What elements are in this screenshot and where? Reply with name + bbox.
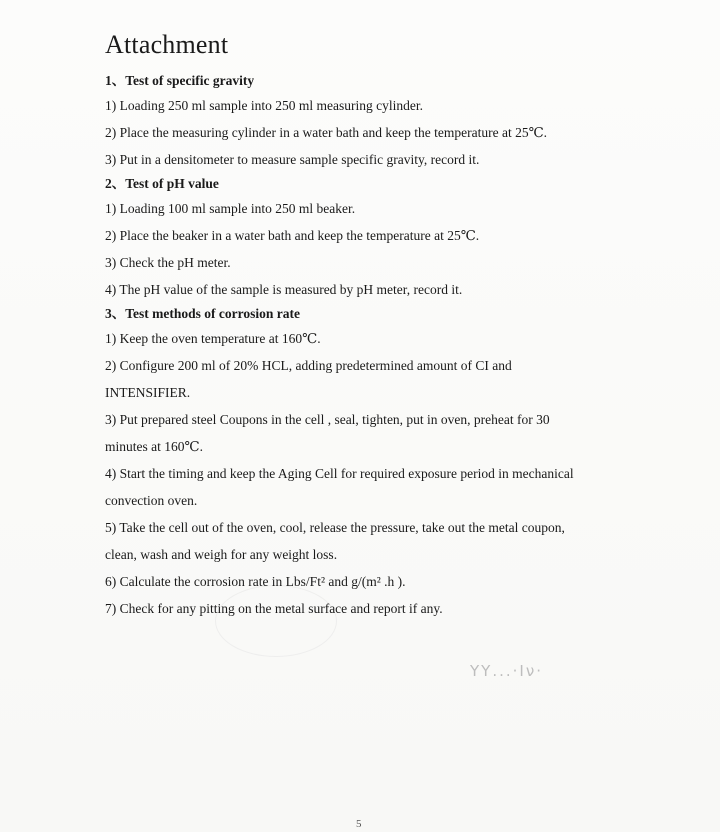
- step-line: 1) Keep the oven temperature at 160℃.: [105, 331, 321, 346]
- step-line: 1) Loading 250 ml sample into 250 ml measuring cylinder.: [105, 98, 423, 113]
- step-line: 2) Place the beaker in a water bath and keep the temperature at 25℃.: [105, 228, 480, 243]
- page-number: 5: [356, 818, 362, 830]
- step-line: 1) Loading 100 ml sample into 250 ml beaker.: [105, 201, 356, 216]
- section-heading-specific-gravity: 1、Test of specific gravity: [105, 73, 255, 88]
- step-line: 7) Check for any pitting on the metal surface and report if any.: [105, 601, 443, 616]
- step-line: 5) Take the cell out of the oven, cool, release the pressure, take out the metal coupon,: [105, 520, 565, 535]
- bleed-through-signature: ΥΥ...·Ιν·: [470, 662, 543, 680]
- step-line-continuation: convection oven.: [105, 493, 198, 508]
- section-heading-corrosion-rate: 3、Test methods of corrosion rate: [105, 306, 300, 321]
- step-line-continuation: clean, wash and weigh for any weight loss.: [105, 547, 338, 562]
- step-line: 3) Check the pH meter.: [105, 255, 231, 270]
- step-line-continuation: INTENSIFIER.: [105, 385, 191, 400]
- step-line: 4) The pH value of the sample is measured by pH meter, record it.: [105, 282, 463, 297]
- step-line: 3) Put prepared steel Coupons in the cell , seal, tighten, put in oven, preheat for 30: [105, 412, 550, 427]
- document-body: [105, 30, 635, 622]
- step-line: 4) Start the timing and keep the Aging Cell for required exposure period in mechanical: [105, 466, 574, 481]
- document-title: Attachment: [105, 30, 229, 59]
- step-line: 2) Configure 200 ml of 20% HCL, adding predetermined amount of CI and: [105, 358, 512, 373]
- step-line: 2) Place the measuring cylinder in a water bath and keep the temperature at 25℃.: [105, 125, 548, 140]
- section-heading-ph-value: 2、Test of pH value: [105, 176, 219, 191]
- step-line-continuation: minutes at 160℃.: [105, 439, 203, 454]
- step-line: 6) Calculate the corrosion rate in Lbs/Ft² and g/(m² .h ).: [105, 574, 406, 589]
- step-line: 3) Put in a densitometer to measure sample specific gravity, record it.: [105, 152, 480, 167]
